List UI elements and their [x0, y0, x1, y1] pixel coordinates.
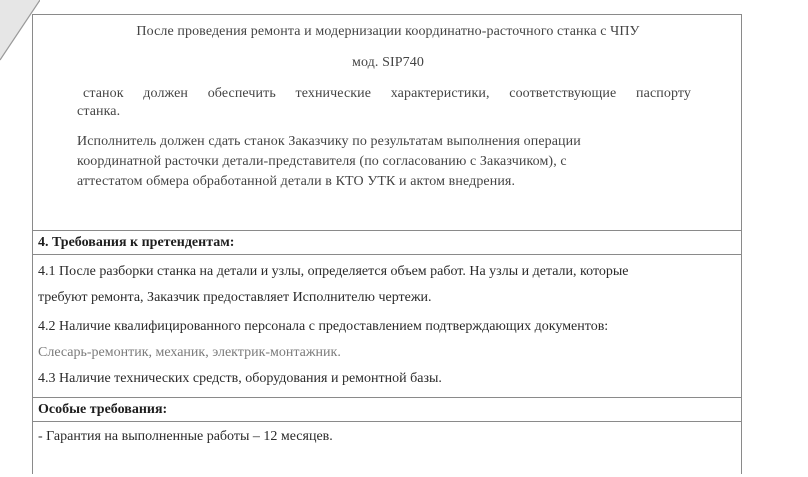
table-border-top	[33, 14, 741, 15]
list-item: Слесарь-ремонтик, механик, электрик-монтажник.	[38, 345, 341, 360]
intro-para-2-line-2: координатной расточки детали-представителя (по согласованию с Заказчиком), с	[77, 154, 567, 169]
list-item: 4.3 Наличие технических средств, оборудования и ремонтной базы.	[38, 371, 442, 386]
intro-para-1-line-2: станка.	[77, 104, 121, 119]
intro-line-1: После проведения ремонта и модернизации координатно-расточного станка с ЧПУ	[136, 24, 640, 39]
intro-para-1-line-1: станок должен обеспечить технические характеристики, соответствующие паспорту	[83, 86, 691, 101]
requirements-table	[32, 14, 742, 474]
list-item: 4.2 Наличие квалифицированного персонала с предоставлением подтверждающих документов:	[38, 319, 609, 334]
list-item: требуют ремонта, Заказчик предоставляет Исполнителю чертежи.	[38, 290, 432, 305]
section-4-heading: 4. Требования к претендентам:	[38, 235, 235, 250]
intro-line-2: мод. SIP740	[352, 55, 424, 70]
row-divider	[33, 254, 741, 255]
list-item: - Гарантия на выполненные работы – 12 месяцев.	[38, 429, 333, 444]
row-divider	[33, 397, 741, 398]
special-requirements-heading: Особые требования:	[38, 402, 168, 417]
intro-para-2-line-1: Исполнитель должен сдать станок Заказчику по результатам выполнения операции	[77, 134, 581, 149]
row-divider	[33, 230, 741, 231]
intro-para-2-line-3: аттестатом обмера обработанной детали в КТО УТК и актом внедрения.	[77, 174, 516, 189]
row-divider	[33, 421, 741, 422]
list-item: 4.1 После разборки станка на детали и узлы, определяется объем работ. На узлы и детали, которые	[38, 264, 629, 279]
